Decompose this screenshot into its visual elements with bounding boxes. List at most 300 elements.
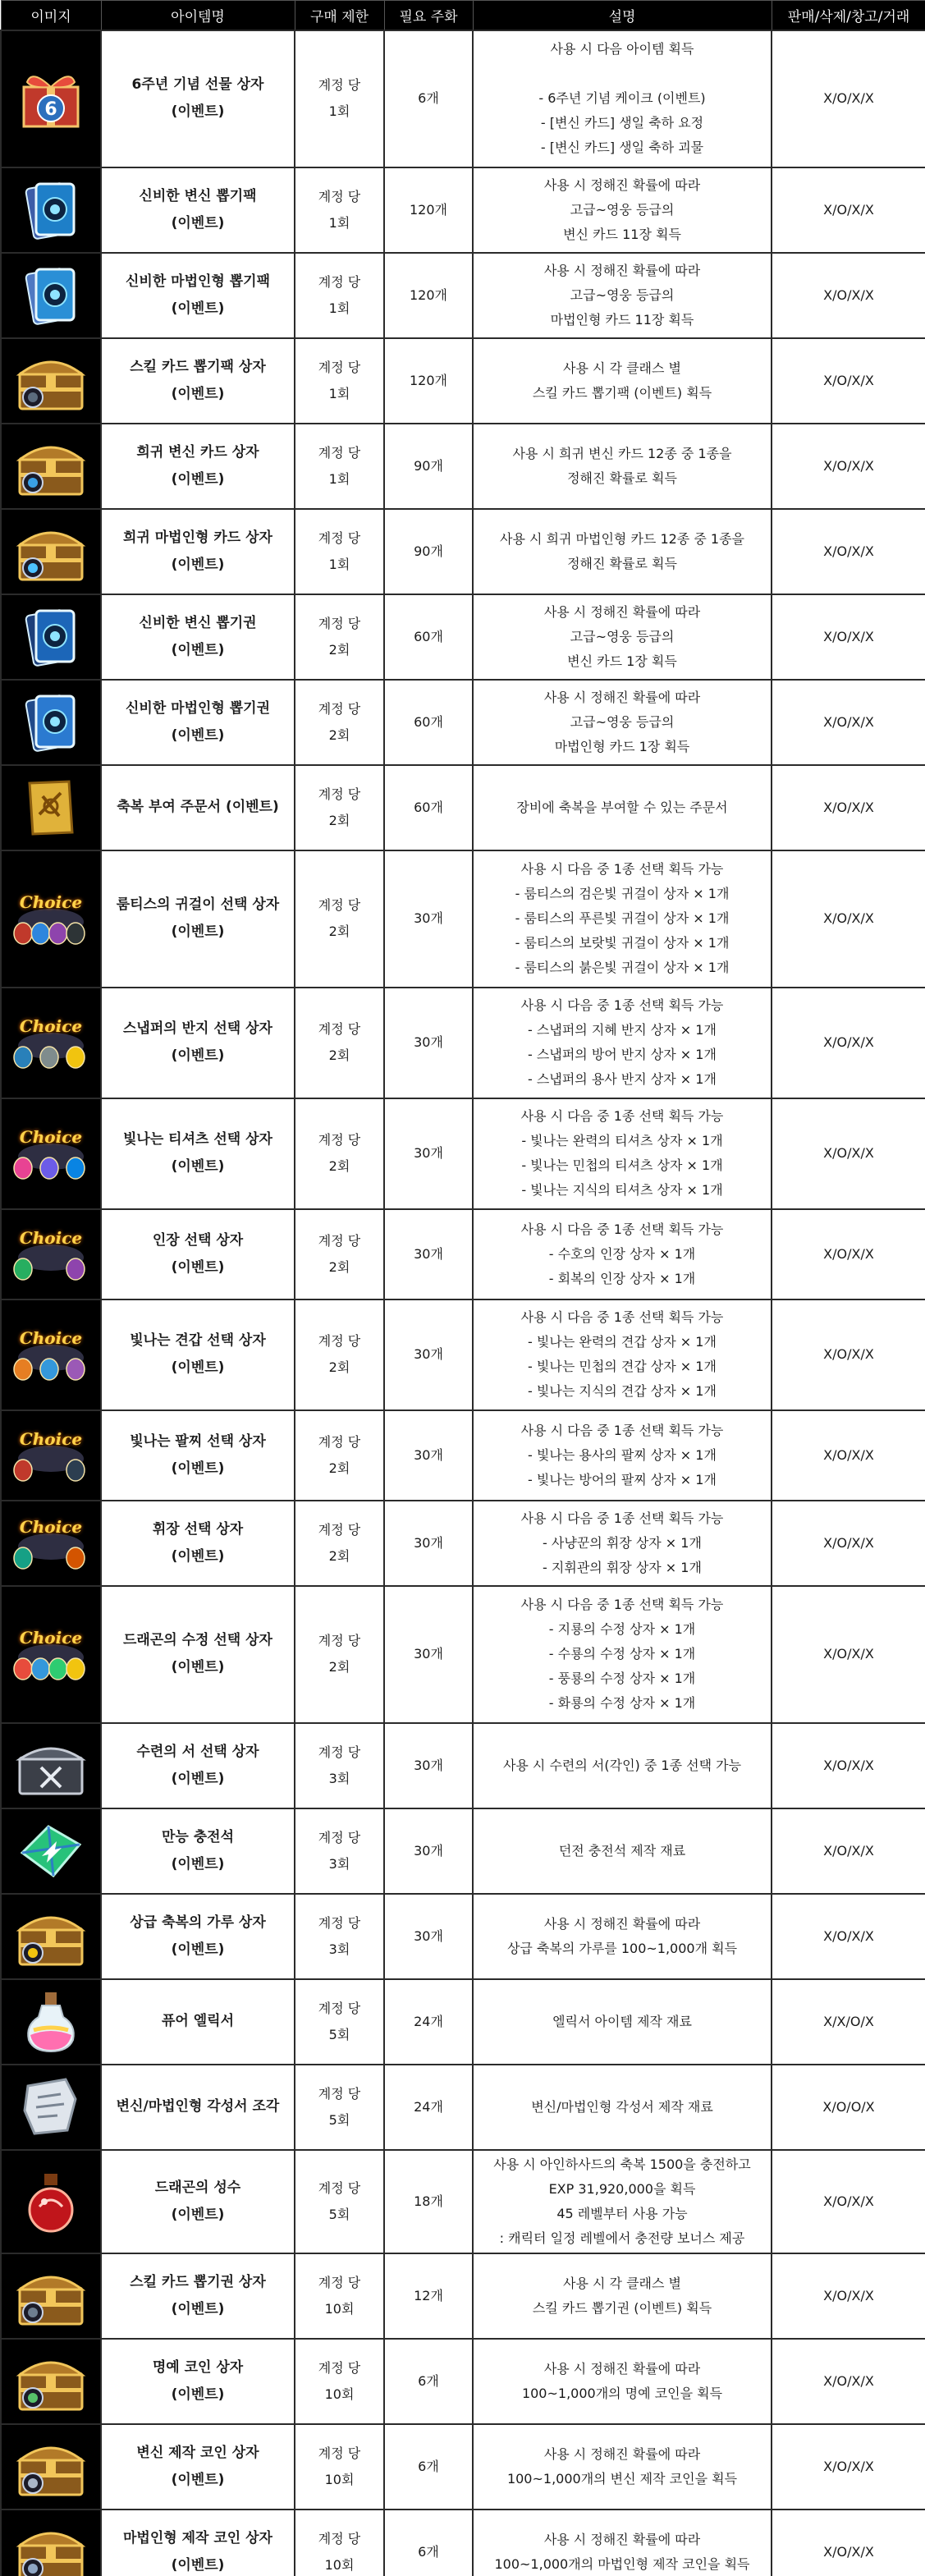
item-name-line: (이벤트) — [171, 1941, 225, 1958]
required-coins: 30개 — [384, 1299, 473, 1410]
trade-flags: X/O/X/X — [772, 1410, 925, 1501]
choice-shoulder-box-icon — [10, 1320, 92, 1389]
description-line: 변신/마법인형 각성서 제작 재료 — [531, 2098, 713, 2115]
item-description — [473, 167, 772, 253]
purchase-limit — [295, 509, 384, 594]
purchase-limit-line: 1회 — [328, 385, 350, 401]
item-name — [101, 1501, 295, 1586]
description-line: 사용 시 희귀 마법인형 카드 12종 중 1종을 — [500, 530, 744, 547]
description-line: - 룸티스의 검은빛 귀걸이 상자 × 1개 — [515, 886, 730, 901]
purchase-limit-line: 계정 당 — [318, 188, 361, 204]
required-coins: 30개 — [384, 988, 473, 1098]
item-description — [473, 1299, 772, 1410]
choice-emblem-box-icon — [10, 1220, 92, 1289]
skill-card-ticket-chest-icon — [10, 2262, 92, 2331]
header-limit: 구매 제한 — [295, 1, 384, 30]
skill-card-chest-icon — [10, 346, 92, 415]
table-row — [1, 338, 925, 424]
description-line: 사용 시 다음 중 1종 선택 획득 가능 — [520, 1422, 724, 1438]
description-line: 사용 시 희귀 변신 카드 12종 중 1종을 — [512, 445, 732, 461]
item-image-cell — [1, 167, 101, 253]
item-image-cell — [1, 1723, 101, 1808]
table-row — [1, 1586, 925, 1723]
purchase-limit-line: 계정 당 — [318, 700, 361, 717]
purchase-limit-line: 계정 당 — [318, 786, 361, 802]
item-name — [101, 253, 295, 338]
table-row — [1, 509, 925, 594]
description-line: - 지룡의 수정 상자 × 1개 — [548, 1621, 696, 1637]
item-name-line: 인장 선택 상자 — [152, 1231, 244, 1249]
item-description — [473, 2253, 772, 2339]
description-line: 사용 시 다음 중 1종 선택 획득 가능 — [520, 1510, 724, 1526]
description-line: 사용 시 다음 중 1종 선택 획득 가능 — [520, 1108, 724, 1124]
item-name-line: (이벤트) — [171, 2206, 225, 2223]
required-coins: 24개 — [384, 1979, 473, 2065]
purchase-limit-line: 계정 당 — [318, 1132, 361, 1148]
item-description — [473, 594, 772, 680]
purchase-limit — [295, 30, 384, 167]
purchase-limit-line: 계정 당 — [318, 1914, 361, 1931]
item-name — [101, 1586, 295, 1723]
description-line: 사용 시 다음 아이템 획득 — [550, 41, 694, 57]
trade-flags: X/O/X/X — [772, 1586, 925, 1723]
trade-flags: X/O/X/X — [772, 338, 925, 424]
description-line: - 빛나는 지식의 견갑 상자 × 1개 — [528, 1383, 717, 1399]
purchase-limit — [295, 2424, 384, 2510]
item-description — [473, 1979, 772, 2065]
trade-flags: X/O/X/X — [772, 509, 925, 594]
description-line: 변신 카드 11장 획득 — [563, 226, 681, 242]
table-row — [1, 424, 925, 509]
item-name — [101, 2065, 295, 2150]
description-line: - 빛나는 완력의 견갑 상자 × 1개 — [528, 1334, 717, 1350]
required-coins: 18개 — [384, 2150, 473, 2253]
description-line: 고급~영웅 등급의 — [570, 201, 675, 218]
item-image-cell — [1, 1098, 101, 1209]
description-line: 사용 시 각 클래스 별 — [563, 360, 681, 376]
purchase-limit-line: 계정 당 — [318, 1433, 361, 1450]
purchase-limit — [295, 1209, 384, 1299]
header-image: 이미지 — [1, 1, 101, 30]
choice-label: Choice — [19, 1628, 83, 1648]
transform-card-pack-icon — [10, 176, 92, 245]
choice-label: Choice — [19, 1428, 83, 1449]
item-name-line: 퓨어 엘릭서 — [161, 2013, 235, 2029]
choice-earring-box-icon — [10, 884, 92, 953]
required-coins: 30개 — [384, 1894, 473, 1979]
item-name — [101, 2339, 295, 2424]
item-name-line: (이벤트) — [171, 385, 225, 402]
training-book-chest-icon — [10, 1731, 92, 1800]
purchase-limit — [295, 765, 384, 850]
purchase-limit — [295, 338, 384, 424]
purchase-limit-line: 1회 — [328, 214, 350, 231]
required-coins: 30개 — [384, 1723, 473, 1808]
table-row — [1, 2065, 925, 2150]
choice-label: Choice — [19, 1127, 83, 1147]
description-line: 마법인형 카드 1장 획득 — [554, 738, 690, 754]
purchase-limit — [295, 1894, 384, 1979]
description-line: 사용 시 수련의 서(각인) 중 1종 선택 가능 — [502, 1757, 742, 1773]
item-description — [473, 1808, 772, 1894]
purchase-limit-line: 10회 — [324, 2386, 355, 2402]
description-line: - 사냥꾼의 휘장 상자 × 1개 — [543, 1534, 702, 1551]
table-row — [1, 2510, 925, 2576]
table-row — [1, 30, 925, 167]
item-name — [101, 1098, 295, 1209]
choice-dragon-crystal-box-icon — [10, 1620, 92, 1689]
dragon-holy-water-icon — [10, 2167, 92, 2236]
item-name — [101, 338, 295, 424]
item-name-line: 변신 제작 코인 상자 — [136, 2444, 259, 2461]
description-line: 사용 시 정해진 확률에 따라 — [543, 2360, 701, 2377]
purchase-limit-line: 10회 — [324, 2471, 355, 2487]
trade-flags: X/O/X/X — [772, 680, 925, 765]
item-name — [101, 2510, 295, 2576]
description-line: - 수호의 인장 상자 × 1개 — [548, 1245, 696, 1262]
item-name-line: (이벤트) — [171, 470, 225, 488]
item-image-cell — [1, 424, 101, 509]
item-name-line: 수련의 서 선택 상자 — [136, 1743, 259, 1760]
item-name-line: 희귀 마법인형 카드 상자 — [123, 529, 272, 546]
required-coins: 30개 — [384, 1098, 473, 1209]
required-coins: 90개 — [384, 424, 473, 509]
description-line: - 빛나는 지식의 티셔츠 상자 × 1개 — [521, 1182, 723, 1198]
purchase-limit — [295, 2510, 384, 2576]
item-name — [101, 680, 295, 765]
item-image-cell — [1, 2339, 101, 2424]
item-name-line: 룸티스의 귀걸이 선택 상자 — [116, 896, 280, 913]
purchase-limit-line: 계정 당 — [318, 444, 361, 461]
purchase-limit-line: 계정 당 — [318, 273, 361, 290]
item-name-line: 신비한 변신 뽑기팩 — [139, 187, 257, 204]
gift-box-6-icon — [10, 64, 92, 133]
table-row — [1, 1410, 925, 1501]
purchase-limit — [295, 1410, 384, 1501]
required-coins: 60개 — [384, 680, 473, 765]
purchase-limit-line: 2회 — [328, 727, 350, 743]
item-name — [101, 1894, 295, 1979]
description-line: : 캐릭터 일정 레벨에서 충전량 보너스 제공 — [499, 2230, 745, 2246]
description-line: - 지휘관의 휘장 상자 × 1개 — [543, 1559, 702, 1575]
item-image-cell — [1, 2150, 101, 2253]
description-line: 사용 시 정해진 확률에 따라 — [543, 1915, 701, 1932]
purchase-limit-line: 5회 — [328, 2026, 350, 2042]
purchase-limit-line: 계정 당 — [318, 1829, 361, 1845]
item-description — [473, 509, 772, 594]
purchase-limit-line: 3회 — [328, 1855, 350, 1872]
purchase-limit-line: 5회 — [328, 2111, 350, 2128]
item-name — [101, 765, 295, 850]
purchase-limit-line: 계정 당 — [318, 359, 361, 375]
required-coins: 120개 — [384, 167, 473, 253]
table-header-row — [1, 1, 925, 30]
purchase-limit-line: 2회 — [328, 924, 350, 939]
item-image-cell — [1, 1299, 101, 1410]
trade-flags: X/X/O/X — [772, 1979, 925, 2065]
table-row — [1, 2424, 925, 2510]
trade-flags: X/O/X/X — [772, 1501, 925, 1586]
header-trade: 판매/삭제/창고/거래 — [772, 1, 925, 30]
purchase-limit — [295, 1979, 384, 2065]
item-name-line: 드래곤의 성수 — [154, 2179, 241, 2196]
table-row — [1, 2253, 925, 2339]
description-line: 스킬 카드 뽑기팩 (이벤트) 획득 — [532, 384, 712, 401]
table-row — [1, 1808, 925, 1894]
description-line: - 빛나는 민첩의 견갑 상자 × 1개 — [528, 1359, 717, 1374]
item-description — [473, 2065, 772, 2150]
item-name-line: 스킬 카드 뽑기권 상자 — [130, 2273, 266, 2290]
header-cost: 필요 주화 — [384, 1, 473, 30]
purchase-limit-line: 10회 — [324, 2300, 355, 2317]
item-name-line: (이벤트) — [171, 1659, 225, 1675]
trade-flags: X/O/X/X — [772, 1098, 925, 1209]
item-name — [101, 850, 295, 988]
purchase-limit-line: 계정 당 — [318, 1021, 361, 1037]
item-name — [101, 988, 295, 1098]
trade-flags: X/O/X/X — [772, 1723, 925, 1808]
item-image-cell — [1, 253, 101, 338]
blessing-powder-chest-icon — [10, 1902, 92, 1971]
purchase-limit-line: 2회 — [328, 812, 350, 828]
item-name-line: (이벤트) — [171, 641, 225, 658]
item-description — [473, 424, 772, 509]
required-coins: 60개 — [384, 765, 473, 850]
table-row — [1, 1979, 925, 2065]
description-line: 100~1,000개의 변신 제작 코인을 획득 — [506, 2470, 738, 2487]
required-coins: 120개 — [384, 338, 473, 424]
purchase-limit-line: 계정 당 — [318, 2530, 361, 2546]
description-line: 사용 시 정해진 확률에 따라 — [543, 262, 701, 278]
required-coins: 6개 — [384, 2339, 473, 2424]
purchase-limit — [295, 1586, 384, 1723]
item-image-cell — [1, 594, 101, 680]
required-coins: 30개 — [384, 850, 473, 988]
item-name-line: (이벤트) — [171, 1547, 225, 1565]
item-name-line: (이벤트) — [171, 2300, 225, 2317]
item-name — [101, 1299, 295, 1410]
item-name-line: 빛나는 팔찌 선택 상자 — [130, 1432, 266, 1450]
item-description — [473, 2424, 772, 2510]
required-coins: 60개 — [384, 594, 473, 680]
item-name-line: 신비한 마법인형 뽑기권 — [125, 699, 271, 717]
item-name-line: (이벤트) — [171, 300, 225, 317]
description-line: 사용 시 아인하사드의 축복 1500을 충전하고 — [493, 2156, 751, 2172]
item-name — [101, 2253, 295, 2339]
description-line: 상급 축복의 가루를 100~1,000개 획득 — [506, 1940, 738, 1956]
item-name-line: (이벤트) — [171, 1460, 225, 1477]
description-line: 마법인형 카드 11장 획득 — [550, 311, 694, 328]
purchase-limit — [295, 167, 384, 253]
item-description — [473, 1586, 772, 1723]
item-description — [473, 1501, 772, 1586]
table-row — [1, 2339, 925, 2424]
table-row — [1, 1723, 925, 1808]
table-row — [1, 167, 925, 253]
rare-magic-doll-card-chest-icon — [10, 517, 92, 586]
trade-flags: X/O/X/X — [772, 2150, 925, 2253]
required-coins: 30개 — [384, 1501, 473, 1586]
item-image-cell — [1, 338, 101, 424]
header-name: 아이템명 — [101, 1, 295, 30]
item-name-line: 스킬 카드 뽑기팩 상자 — [130, 358, 266, 375]
item-name-line: 마법인형 제작 코인 상자 — [123, 2529, 272, 2546]
item-name-line: (이벤트) — [171, 1258, 225, 1276]
item-description — [473, 680, 772, 765]
purchase-limit-line: 계정 당 — [318, 77, 361, 93]
trade-flags: X/O/X/X — [772, 765, 925, 850]
item-name-line: 명예 코인 상자 — [152, 2358, 244, 2376]
choice-ring-box-icon — [10, 1008, 92, 1077]
description-line: - 6주년 기념 케이크 (이벤트) — [538, 90, 706, 106]
description-line: 100~1,000개의 마법인형 제작 코인을 획득 — [494, 2555, 750, 2572]
choice-label: Choice — [19, 1516, 83, 1537]
purchase-limit — [295, 680, 384, 765]
magic-doll-ticket-icon — [10, 688, 92, 757]
description-line: - 스냅퍼의 방어 반지 상자 × 1개 — [528, 1047, 717, 1062]
purchase-limit-line: 2회 — [328, 1547, 350, 1564]
description-line: 100~1,000개의 명예 코인을 획득 — [521, 2385, 723, 2401]
item-name-line: 빛나는 견갑 선택 상자 — [130, 1332, 266, 1349]
item-description — [473, 1209, 772, 1299]
purchase-limit — [295, 2065, 384, 2150]
trade-flags: X/O/X/X — [772, 850, 925, 988]
item-image-cell — [1, 1586, 101, 1723]
purchase-limit-line: 계정 당 — [318, 2359, 361, 2376]
purchase-limit — [295, 424, 384, 509]
description-line: - 회복의 인장 상자 × 1개 — [548, 1270, 696, 1286]
table-row — [1, 1098, 925, 1209]
trade-flags: X/O/X/X — [772, 1299, 925, 1410]
item-description — [473, 253, 772, 338]
choice-label: Choice — [19, 1328, 83, 1348]
item-name — [101, 1979, 295, 2065]
description-line: - 스냅퍼의 용사 반지 상자 × 1개 — [528, 1071, 717, 1087]
purchase-limit-line: 계정 당 — [318, 1744, 361, 1760]
required-coins: 6개 — [384, 30, 473, 167]
item-description — [473, 765, 772, 850]
purchase-limit-line: 2회 — [328, 1258, 350, 1275]
transform-ticket-icon — [10, 603, 92, 672]
purchase-limit-line: 1회 — [328, 556, 350, 572]
purchase-limit — [295, 1098, 384, 1209]
table-row — [1, 594, 925, 680]
item-name-line: 신비한 변신 뽑기권 — [139, 614, 257, 631]
item-description — [473, 1894, 772, 1979]
item-name-line: (이벤트) — [171, 1855, 225, 1872]
description-line: 사용 시 정해진 확률에 따라 — [543, 2531, 701, 2547]
item-description — [473, 338, 772, 424]
item-name-line: (이벤트) — [171, 1770, 225, 1787]
item-image-cell — [1, 765, 101, 850]
honor-coin-chest-icon — [10, 2347, 92, 2416]
description-line: 사용 시 다음 중 1종 선택 획득 가능 — [520, 1597, 724, 1612]
item-name-line: (이벤트) — [171, 2556, 225, 2574]
purchase-limit-line: 계정 당 — [318, 2274, 361, 2290]
item-name — [101, 594, 295, 680]
description-line: EXP 31,920,000을 획득 — [548, 2180, 696, 2197]
purchase-limit-line: 계정 당 — [318, 897, 361, 913]
trade-flags: X/O/X/X — [772, 1894, 925, 1979]
item-name-line: 신비한 마법인형 뽑기팩 — [125, 273, 271, 290]
purchase-limit-line: 2회 — [328, 1359, 350, 1375]
item-name-line: 빛나는 티셔츠 선택 상자 — [123, 1131, 272, 1148]
purchase-limit — [295, 594, 384, 680]
item-name-line: 만능 충전석 — [161, 1828, 235, 1845]
description-line: 고급~영웅 등급의 — [570, 628, 675, 644]
description-line: 정해진 확률로 획득 — [567, 555, 677, 571]
purchase-limit — [295, 2339, 384, 2424]
item-image-cell — [1, 1410, 101, 1501]
required-coins: 6개 — [384, 2424, 473, 2510]
required-coins: 12개 — [384, 2253, 473, 2339]
required-coins: 6개 — [384, 2510, 473, 2576]
description-line: - 룸티스의 보랏빛 귀걸이 상자 × 1개 — [515, 935, 730, 951]
table-row — [1, 1209, 925, 1299]
item-image-cell — [1, 1808, 101, 1894]
item-name-line: 휘장 선택 상자 — [152, 1520, 244, 1538]
item-image-cell — [1, 1894, 101, 1979]
description-line: 사용 시 정해진 확률에 따라 — [543, 2445, 701, 2462]
choice-tshirt-box-icon — [10, 1119, 92, 1188]
table-body — [1, 30, 925, 2576]
item-description — [473, 2510, 772, 2576]
item-image-cell — [1, 509, 101, 594]
description-line: 던전 충전석 제작 재료 — [558, 1842, 686, 1859]
description-line: 사용 시 다음 중 1종 선택 획득 가능 — [520, 861, 724, 877]
pure-elixir-icon — [10, 1987, 92, 2056]
trade-flags: X/O/X/X — [772, 1209, 925, 1299]
item-image-cell — [1, 2065, 101, 2150]
item-image-cell — [1, 850, 101, 988]
purchase-limit-line: 2회 — [328, 641, 350, 658]
item-name — [101, 1723, 295, 1808]
item-name — [101, 2150, 295, 2253]
blessing-scroll-icon — [10, 773, 92, 842]
awakening-scroll-fragment-icon — [10, 2073, 92, 2142]
item-name-line: 변신/마법인형 각성서 조각 — [116, 2098, 280, 2115]
purchase-limit-line: 3회 — [328, 1770, 350, 1786]
description-line: - 룸티스의 푸른빛 귀걸이 상자 × 1개 — [515, 910, 730, 926]
item-name — [101, 424, 295, 509]
table-row — [1, 988, 925, 1098]
trade-flags: X/O/X/X — [772, 988, 925, 1098]
description-line: 사용 시 다음 중 1종 선택 획득 가능 — [520, 997, 724, 1013]
purchase-limit-line: 2회 — [328, 1659, 350, 1675]
table-row — [1, 680, 925, 765]
choice-label: Choice — [19, 1016, 83, 1036]
choice-bracelet-box-icon — [10, 1421, 92, 1490]
trade-flags: X/O/X/X — [772, 1808, 925, 1894]
required-coins: 30개 — [384, 1586, 473, 1723]
choice-label: Choice — [19, 1227, 83, 1248]
item-image-cell — [1, 2424, 101, 2510]
item-name-line: (이벤트) — [171, 1158, 225, 1175]
magic-doll-coin-chest-icon — [10, 2518, 92, 2576]
description-line: - 룸티스의 붉은빛 귀걸이 상자 × 1개 — [515, 960, 730, 975]
item-name-line: (이벤트) — [171, 2471, 225, 2488]
item-description — [473, 1410, 772, 1501]
description-line: - 빛나는 완력의 티셔츠 상자 × 1개 — [521, 1133, 723, 1148]
purchase-limit — [295, 988, 384, 1098]
item-image-cell — [1, 988, 101, 1098]
description-line: 엘릭서 아이템 제작 재료 — [552, 2013, 692, 2029]
description-line — [480, 62, 764, 86]
table-row — [1, 1299, 925, 1410]
table-row — [1, 850, 925, 988]
trade-flags: X/O/X/X — [772, 167, 925, 253]
item-image-cell — [1, 1979, 101, 2065]
